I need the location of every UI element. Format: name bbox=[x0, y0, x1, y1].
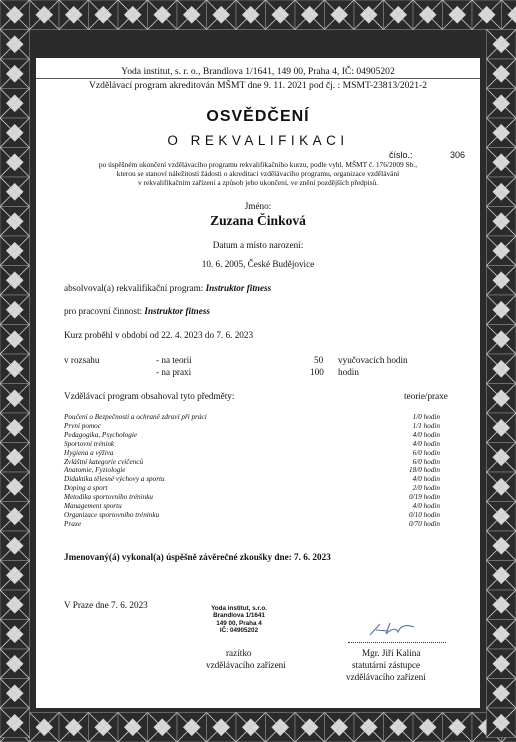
subject-name: První pomoc bbox=[64, 421, 101, 430]
border-tile bbox=[384, 713, 414, 742]
scope-theory-unit: vyučovacích hodin bbox=[338, 355, 408, 365]
name-label: Jméno: bbox=[244, 201, 272, 211]
stamp-line-1: Yoda institut, s.r.o. bbox=[211, 605, 267, 612]
stamp-line-3: 149 00, Praha 4 bbox=[216, 619, 262, 627]
certificate-sheet bbox=[36, 58, 480, 708]
border-tile bbox=[487, 59, 516, 89]
border-tile bbox=[118, 713, 148, 742]
subjects-column-header: teorie/praxe bbox=[404, 391, 448, 401]
certificate-title: OSVĚDČENÍ bbox=[206, 108, 310, 125]
border-tile bbox=[0, 649, 30, 679]
border-tile bbox=[177, 0, 207, 30]
stamp-line-4: IČ: 04905202 bbox=[219, 627, 259, 635]
signature-line bbox=[348, 642, 446, 643]
subject-hours: 2/0 hodin bbox=[412, 484, 440, 493]
border-tile bbox=[207, 713, 237, 742]
activity-line bbox=[64, 306, 210, 316]
stamp-caption-1: razítko bbox=[226, 648, 252, 658]
border-tile bbox=[0, 207, 30, 237]
border-tile bbox=[0, 30, 30, 60]
border-tile bbox=[266, 0, 296, 30]
subjects-label: Vzdělávací program obsahoval tyto předměty: bbox=[64, 391, 235, 401]
subject-name: Pedagogika, Psychologie bbox=[64, 430, 138, 439]
legal-line-1: po úspěšném ukončení vzdělávacího programu rekvalifikačního kurzu, podle vyhl. MŠMT č. 176/2009 Sb., bbox=[98, 160, 418, 169]
signatory-role-1: statutární zástupce bbox=[352, 660, 421, 670]
border-tile bbox=[266, 713, 296, 742]
subject-name: Organizace sportovního tréninku bbox=[64, 510, 160, 519]
border-tile bbox=[487, 236, 516, 266]
border-tile bbox=[472, 0, 502, 30]
border-tile bbox=[487, 443, 516, 473]
exam-statement: Jmenovaný(á) vykonal(a) úspěšně závěrečné zkoušky dne: 7. 6. 2023 bbox=[64, 552, 331, 562]
border-tile bbox=[487, 561, 516, 591]
border-tile bbox=[177, 713, 207, 742]
border-tile bbox=[0, 177, 30, 207]
program-line bbox=[64, 283, 271, 293]
border-tile bbox=[487, 531, 516, 561]
border-tile bbox=[502, 0, 516, 30]
subject-name: Anatomie, Fyziologie bbox=[64, 466, 126, 475]
border-tile bbox=[487, 266, 516, 296]
subject-hours: 18/0 hodin bbox=[409, 466, 440, 475]
subject-name: Metodika sportovního tréninku bbox=[64, 493, 154, 502]
border-tile bbox=[0, 325, 30, 355]
border-tile bbox=[148, 713, 178, 742]
border-tile bbox=[443, 713, 473, 742]
border-tile bbox=[118, 0, 148, 30]
border-tile bbox=[0, 266, 30, 296]
border-tile bbox=[325, 0, 355, 30]
signatory-role-2: vzdělávacího zařízení bbox=[346, 672, 426, 682]
subject-hours: 4/0 hodin bbox=[412, 439, 440, 448]
subject-hours: 4/0 hodin bbox=[412, 475, 440, 484]
subject-hours: 1/0 hodin bbox=[412, 413, 440, 421]
border-tile bbox=[0, 89, 30, 119]
border-tile bbox=[0, 236, 30, 266]
subject-hours: 4/0 hodin bbox=[412, 502, 440, 510]
border-tile bbox=[354, 713, 384, 742]
border-tile bbox=[0, 118, 30, 148]
border-tile bbox=[487, 354, 516, 384]
subject-hours: 1/1 hodin bbox=[412, 421, 440, 430]
institution-stamp bbox=[194, 605, 284, 635]
border-tile bbox=[30, 713, 60, 742]
border-tile bbox=[487, 679, 516, 709]
border-tile bbox=[0, 354, 30, 384]
scope-practice-value: 100 bbox=[310, 367, 324, 377]
border-tile bbox=[59, 713, 89, 742]
program-value: Instruktor fitness bbox=[205, 283, 272, 293]
border-tile bbox=[148, 0, 178, 30]
border-tile bbox=[0, 679, 30, 709]
border-tile bbox=[384, 0, 414, 30]
subject-hours: 4/0 hodin bbox=[412, 430, 440, 439]
header-rule bbox=[36, 78, 480, 79]
border-tile bbox=[59, 0, 89, 30]
border-tile bbox=[236, 0, 266, 30]
border-tile bbox=[487, 177, 516, 207]
scope-theory-label: - na teorii bbox=[156, 355, 192, 365]
subject-name: Management sportu bbox=[64, 502, 122, 510]
border-tile bbox=[89, 713, 119, 742]
border-tile bbox=[295, 0, 325, 30]
subject-name: Poučení o Bezpečnosti a ochraně zdraví při práci bbox=[64, 413, 207, 421]
certificate-number: 306 bbox=[450, 150, 466, 160]
border-tile bbox=[487, 30, 516, 60]
certificate-number-label: číslo.: bbox=[389, 150, 413, 160]
border-tile bbox=[354, 0, 384, 30]
border-tile bbox=[487, 325, 516, 355]
activity-value: Instruktor fitness bbox=[144, 306, 210, 316]
subject-hours: 0/70 hodin bbox=[409, 519, 440, 528]
border-tile bbox=[236, 713, 266, 742]
border-tile bbox=[0, 295, 30, 325]
border-tile bbox=[0, 0, 30, 30]
subject-name: Praxe bbox=[64, 519, 82, 528]
scope-theory-value: 50 bbox=[314, 355, 324, 365]
border-tile bbox=[0, 413, 30, 443]
header-address: Yoda institut, s. r. o., Brandlova 1/1641, 149 00, Praha 4, IČ: 04905202 bbox=[121, 66, 395, 77]
border-tile bbox=[487, 207, 516, 237]
scope-label: v rozsahu bbox=[64, 355, 100, 365]
border-tile bbox=[89, 0, 119, 30]
border-tile bbox=[487, 708, 516, 738]
place-and-date: V Praze dne 7. 6. 2023 bbox=[64, 600, 148, 610]
subject-name: Sportovní trénink bbox=[64, 439, 115, 448]
birth-label: Datum a místo narození: bbox=[212, 240, 304, 250]
border-tile bbox=[0, 472, 30, 502]
border-tile bbox=[443, 0, 473, 30]
border-tile bbox=[413, 0, 443, 30]
holder-name: Zuzana Činková bbox=[210, 213, 306, 228]
birth-value: 10. 6. 2005, České Budějovice bbox=[201, 259, 315, 269]
border-tile bbox=[0, 443, 30, 473]
border-tile bbox=[207, 0, 237, 30]
signatory-name: Mgr. Jiří Kalina bbox=[362, 648, 421, 658]
subject-name: Doping a sport bbox=[64, 484, 108, 493]
activity-label: pro pracovní činnost: bbox=[64, 306, 143, 316]
border-tile bbox=[487, 384, 516, 414]
border-tile bbox=[487, 89, 516, 119]
border-tile bbox=[487, 118, 516, 148]
stamp-line-2: Brandlova 1/1641 bbox=[213, 612, 265, 620]
border-tile bbox=[487, 649, 516, 679]
border-tile bbox=[0, 708, 30, 738]
border-tile bbox=[0, 531, 30, 561]
border-tile bbox=[0, 384, 30, 414]
border-tile bbox=[0, 502, 30, 532]
border-tile bbox=[0, 590, 30, 620]
subject-name: Hygiena a výživa bbox=[64, 448, 114, 457]
legal-line-3: v rekvalifikačním zařízení a způsob jeho ukončení, ve znění pozdějších předpisů. bbox=[137, 178, 379, 187]
border-tile bbox=[487, 413, 516, 443]
border-tile bbox=[325, 713, 355, 742]
legal-line-2: kterou se stanoví náležitosti žádosti o akreditaci vzdělávacího programu, organizace vzdělávání bbox=[116, 169, 400, 178]
border-tile bbox=[30, 0, 60, 30]
signature bbox=[366, 618, 426, 640]
course-period: Kurz proběhl v období od 22. 4. 2023 do 7. 6. 2023 bbox=[64, 330, 254, 340]
subject-hours: 6/0 hodin bbox=[412, 457, 440, 466]
border-tile bbox=[487, 295, 516, 325]
border-tile bbox=[487, 620, 516, 650]
subject-name: Didaktika tělesné výchovy a sportu bbox=[64, 475, 165, 484]
scope-practice-unit: hodin bbox=[338, 367, 359, 377]
subject-name: Zvláštní kategorie cvičenců bbox=[64, 457, 144, 466]
scope-practice-label: - na praxi bbox=[156, 367, 192, 377]
border-tile bbox=[487, 148, 516, 178]
stamp-caption-2: vzdělávacího zařízení bbox=[206, 660, 286, 670]
border-tile bbox=[0, 561, 30, 591]
program-label: absolvoval(a) rekvalifikační program: bbox=[64, 283, 204, 293]
subject-hours: 0/19 hodin bbox=[409, 493, 440, 502]
certificate-subtitle: O REKVALIFIKACI bbox=[167, 133, 349, 148]
border-tile bbox=[0, 620, 30, 650]
border-tile bbox=[0, 148, 30, 178]
border-tile bbox=[487, 472, 516, 502]
subject-hours: 6/0 hodin bbox=[412, 448, 440, 457]
border-tile bbox=[413, 713, 443, 742]
border-tile bbox=[487, 590, 516, 620]
header-accreditation: Vzdělávací program akreditován MŠMT dne 9. 11. 2021 pod čj. : MSMT-23813/2021-2 bbox=[88, 80, 428, 91]
border-tile bbox=[0, 59, 30, 89]
border-tile bbox=[295, 713, 325, 742]
subject-hours: 0/10 hodin bbox=[409, 510, 440, 519]
border-tile bbox=[487, 502, 516, 532]
